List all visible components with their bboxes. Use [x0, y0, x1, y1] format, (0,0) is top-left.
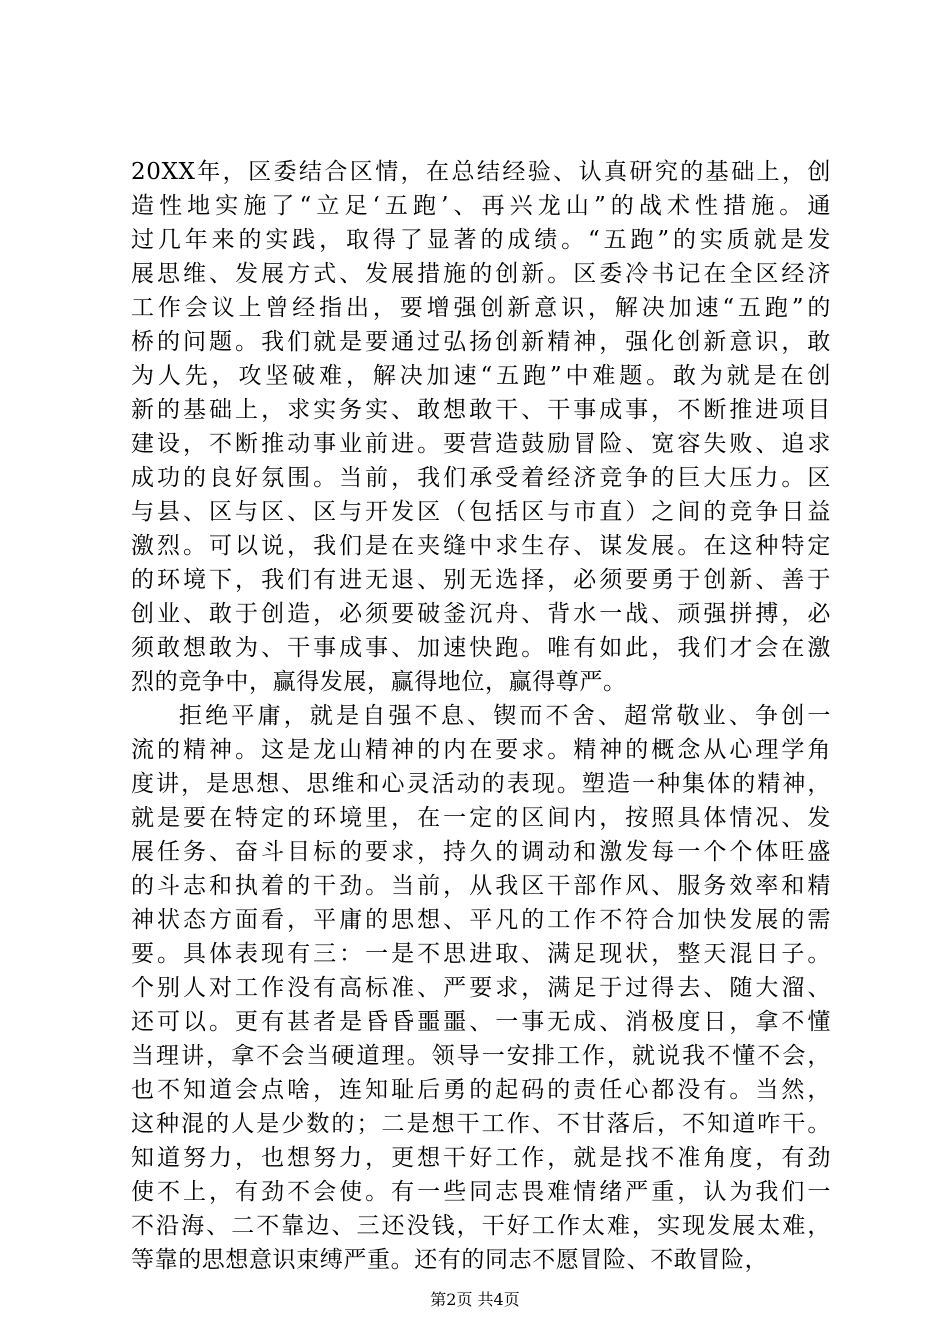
text-line: 展任务、奋斗目标的要求，持久的调动和激发每一个个体旺盛 — [131, 839, 831, 865]
text-line: 为人先，攻坚破难，解决加速“五跑”中难题。敢为就是在创 — [131, 363, 831, 389]
text-line: 工作会议上曾经指出，要增强创新意识，解决加速“五跑”的 — [131, 295, 831, 321]
text-line: 的环境下，我们有进无退、别无选择，必须要勇于创新、善于 — [131, 567, 831, 593]
paragraph — [131, 699, 831, 1277]
text-line: 烈的竞争中，赢得发展，赢得地位，赢得尊严。 — [131, 669, 627, 695]
text-line: 要。具体表现有三：一是不思进取、满足现状，整天混日子。 — [131, 941, 831, 967]
text-line: 激烈。可以说，我们是在夹缝中求生存、谋发展。在这种特定 — [131, 533, 831, 559]
text-line: 20XX年，区委结合区情，在总结经验、认真研究的基础上，创 — [131, 159, 831, 185]
text-line: 也不知道会点啥，连知耻后勇的起码的责任心都没有。当然， — [131, 1077, 831, 1103]
text-line: 知道努力，也想努力，更想干好工作，就是找不准角度，有劲 — [131, 1145, 831, 1171]
paragraph — [131, 155, 831, 699]
body-text — [131, 155, 831, 1277]
page-footer: 第2页 共4页 — [430, 1290, 520, 1309]
text-line: 度讲，是思想、思维和心灵活动的表现。塑造一种集体的精神， — [131, 771, 831, 797]
text-line: 新的基础上，求实务实、敢想敢干、干事成事，不断推进项目 — [131, 397, 831, 423]
text-line: 建设，不断推动事业前进。要营造鼓励冒险、宽容失败、追求 — [131, 431, 831, 457]
text-line: 神状态方面看，平庸的思想、平凡的工作不符合加快发展的需 — [131, 907, 831, 933]
text-line: 创业、敢于创造，必须要破釜沉舟、背水一战、顽强拼搏，必 — [131, 601, 831, 627]
text-line: 须敢想敢为、干事成事、加速快跑。唯有如此，我们才会在激 — [131, 635, 831, 661]
text-line: 等靠的思想意识束缚严重。还有的同志不愿冒险、不敢冒险， — [131, 1247, 769, 1273]
text-line: 就是要在特定的环境里，在一定的区间内，按照具体情况、发 — [131, 805, 831, 831]
text-line: 个别人对工作没有高标准、严要求，满足于过得去、随大溜、 — [131, 975, 831, 1001]
text-line: 拒绝平庸，就是自强不息、锲而不舍、超常敬业、争创一 — [179, 703, 831, 729]
text-line: 展思维、发展方式、发展措施的创新。区委冷书记在全区经济 — [131, 261, 831, 287]
text-line: 过几年来的实践，取得了显著的成绩。“五跑”的实质就是发 — [131, 227, 831, 253]
text-line: 成功的良好氛围。当前，我们承受着经济竞争的巨大压力。区 — [131, 465, 831, 491]
text-line: 与县、区与区、区与开发区（包括区与市直）之间的竞争日益 — [131, 499, 831, 525]
text-line: 还可以。更有甚者是昏昏噩噩、一事无成、消极度日，拿不懂 — [131, 1009, 831, 1035]
text-line: 使不上，有劲不会使。有一些同志畏难情绪严重，认为我们一 — [131, 1179, 831, 1205]
text-line: 的斗志和执着的干劲。当前，从我区干部作风、服务效率和精 — [131, 873, 831, 899]
text-line: 造性地实施了“立足‘五跑’、再兴龙山”的战术性措施。通 — [131, 193, 831, 219]
text-line: 流的精神。这是龙山精神的内在要求。精神的概念从心理学角 — [131, 737, 831, 763]
text-line: 当理讲，拿不会当硬道理。领导一安排工作，就说我不懂不会， — [131, 1043, 831, 1069]
text-line: 桥的问题。我们就是要通过弘扬创新精神，强化创新意识，敢 — [131, 329, 831, 355]
text-line: 这种混的人是少数的；二是想干工作、不甘落后，不知道咋干。 — [131, 1111, 831, 1137]
text-line: 不沿海、二不靠边、三还没钱，干好工作太难，实现发展太难， — [131, 1213, 831, 1239]
